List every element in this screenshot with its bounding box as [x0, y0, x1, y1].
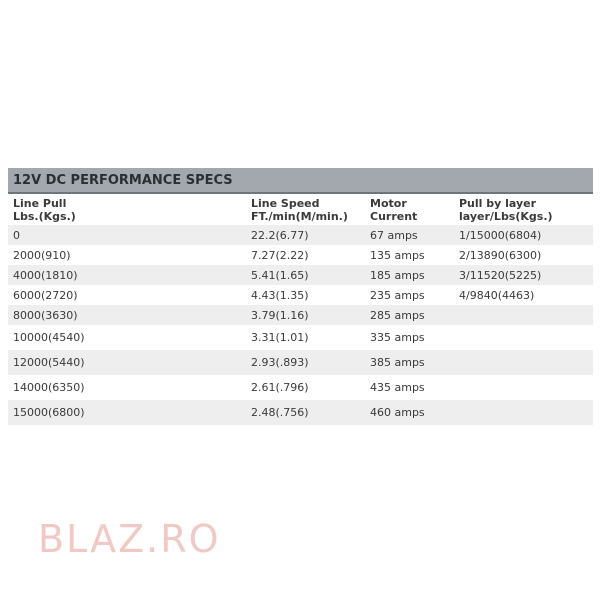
cell-pull-by-layer — [454, 325, 593, 350]
cell-line-speed: 2.93(.893) — [246, 350, 365, 375]
cell-line-pull: 4000(1810) — [8, 265, 246, 285]
table-row — [8, 245, 593, 265]
cell-line-speed: 3.79(1.16) — [246, 305, 365, 325]
watermark-logo: BLAZ.RO — [38, 517, 221, 561]
cell-pull-by-layer — [454, 305, 593, 325]
table-row — [8, 325, 593, 350]
header-pull-by-layer — [454, 193, 593, 225]
header-line-pull-line1: Line Pull — [13, 197, 67, 210]
cell-line-speed: 2.48(.756) — [246, 400, 365, 425]
cell-pull-by-layer — [454, 350, 593, 375]
table-row — [8, 265, 593, 285]
cell-line-pull: 12000(5440) — [8, 350, 246, 375]
cell-pull-by-layer — [454, 375, 593, 400]
table-header-row — [8, 193, 593, 225]
header-line-speed-line2: FT./min(M/min.) — [251, 210, 348, 223]
header-motor-current-line1: Motor — [370, 197, 407, 210]
header-pull-by-layer-line2: layer/Lbs(Kgs.) — [459, 210, 553, 223]
cell-pull-by-layer: 4/9840(4463) — [454, 285, 593, 305]
cell-line-pull: 0 — [8, 225, 246, 245]
cell-line-speed: 4.43(1.35) — [246, 285, 365, 305]
header-line-speed-line1: Line Speed — [251, 197, 320, 210]
cell-line-speed: 22.2(6.77) — [246, 225, 365, 245]
cell-pull-by-layer: 1/15000(6804) — [454, 225, 593, 245]
header-line-pull-line2: Lbs.(Kgs.) — [13, 210, 76, 223]
header-motor-current — [365, 193, 454, 225]
cell-pull-by-layer: 2/13890(6300) — [454, 245, 593, 265]
cell-motor-current: 335 amps — [365, 325, 454, 350]
header-line-speed — [246, 193, 365, 225]
cell-line-pull: 6000(2720) — [8, 285, 246, 305]
cell-motor-current: 135 amps — [365, 245, 454, 265]
cell-motor-current: 435 amps — [365, 375, 454, 400]
cell-line-pull: 2000(910) — [8, 245, 246, 265]
cell-motor-current: 460 amps — [365, 400, 454, 425]
cell-pull-by-layer — [454, 400, 593, 425]
cell-motor-current: 385 amps — [365, 350, 454, 375]
performance-specs-table — [8, 168, 593, 425]
cell-line-speed: 3.31(1.01) — [246, 325, 365, 350]
cell-line-speed: 5.41(1.65) — [246, 265, 365, 285]
table-row — [8, 400, 593, 425]
cell-line-pull: 15000(6800) — [8, 400, 246, 425]
cell-line-pull: 14000(6350) — [8, 375, 246, 400]
header-motor-current-line2: Current — [370, 210, 418, 223]
table-title: 12V DC PERFORMANCE SPECS — [8, 168, 593, 193]
cell-pull-by-layer: 3/11520(5225) — [454, 265, 593, 285]
header-line-pull — [8, 193, 246, 225]
table-row — [8, 350, 593, 375]
cell-line-speed: 2.61(.796) — [246, 375, 365, 400]
table-row — [8, 285, 593, 305]
cell-line-pull: 8000(3630) — [8, 305, 246, 325]
table-title-row — [8, 168, 593, 193]
table-row — [8, 305, 593, 325]
header-pull-by-layer-line1: Pull by layer — [459, 197, 537, 210]
cell-motor-current: 185 amps — [365, 265, 454, 285]
cell-line-speed: 7.27(2.22) — [246, 245, 365, 265]
table-row — [8, 225, 593, 245]
cell-motor-current: 235 amps — [365, 285, 454, 305]
cell-motor-current: 285 amps — [365, 305, 454, 325]
table-row — [8, 375, 593, 400]
cell-line-pull: 10000(4540) — [8, 325, 246, 350]
cell-motor-current: 67 amps — [365, 225, 454, 245]
